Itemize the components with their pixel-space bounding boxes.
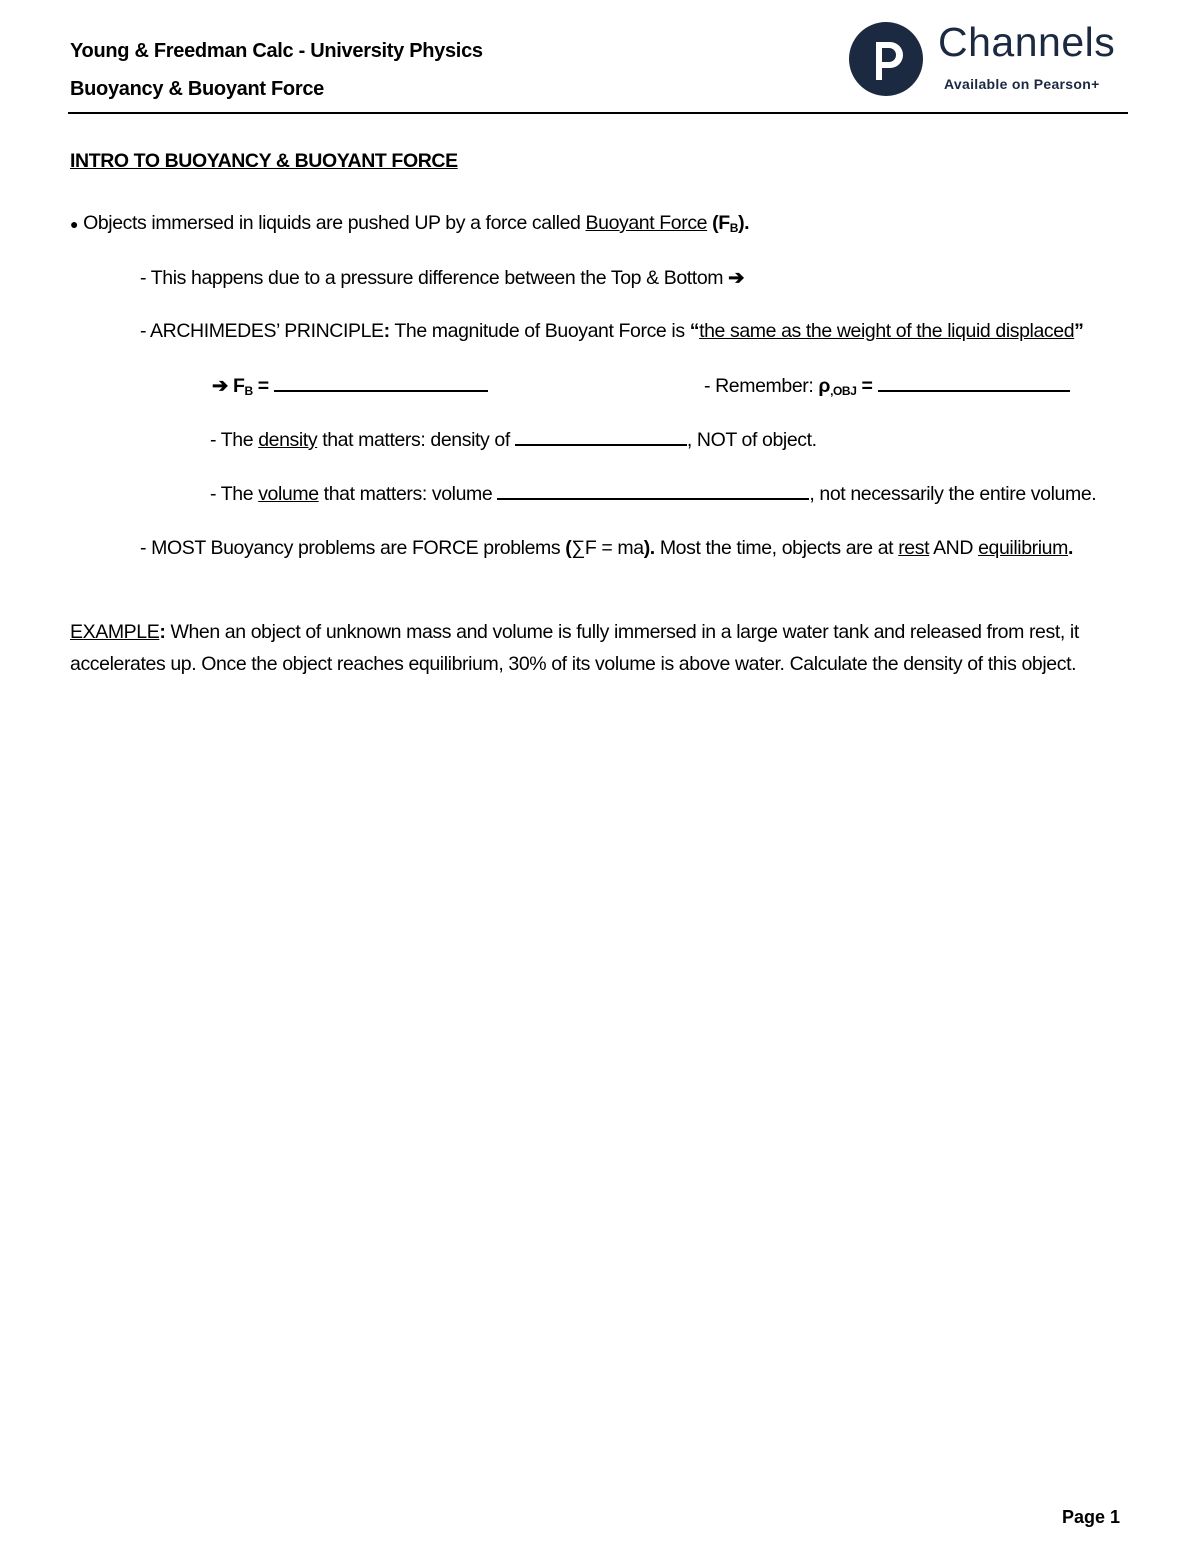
item4-pre: - The <box>210 429 259 451</box>
rho-sub: ,OBJ <box>830 384 857 398</box>
fb-label: F <box>232 375 245 397</box>
bullet-text: Objects immersed in liquids are pushed UP by a force called <box>83 212 581 234</box>
density-line <box>210 428 817 452</box>
item6-mid: Most the time, objects are at <box>654 537 899 559</box>
force-problems-line <box>140 537 1073 560</box>
item6-pre: - MOST Buoyancy problems are FORCE problems <box>140 537 566 559</box>
right-arrow-icon: ➔ <box>728 267 745 289</box>
item5-mid: that matters: volume <box>318 483 498 505</box>
item4-mid: that matters: density of <box>317 429 515 451</box>
item1-text: - This happens due to a pressure difference between the Top & Bottom <box>140 267 724 289</box>
header-topic-title: Buoyancy & Buoyant Force <box>70 78 324 100</box>
remember-density-line <box>704 374 1070 398</box>
item2-quote-close: ” <box>1074 320 1084 342</box>
bullet-paren-open: (F <box>712 212 730 234</box>
bullet-symbol: ● <box>70 216 79 232</box>
logo-wordmark: Channels <box>938 19 1116 65</box>
item2-quote-open: “ <box>689 320 700 342</box>
density-blank <box>515 428 687 446</box>
item6-sigma: ∑F = ma <box>571 537 644 559</box>
item4-term: density <box>258 429 318 451</box>
item5-post: , not necessarily the entire volume. <box>809 483 1097 505</box>
channels-logo <box>848 20 1128 100</box>
bullet-paren-close: ). <box>738 212 750 234</box>
item2-quote: the same as the weight of the liquid displaced <box>699 320 1075 342</box>
example-text: When an object of unknown mass and volume is fully immersed in a large water tank and released from rest, it accelerates up. Once the object reaches equilibrium, 30% of its volume is above water. Calculate the density of this object. <box>70 621 1079 675</box>
item6-term-equilibrium: equilibrium <box>978 537 1068 559</box>
item2-colon: : <box>383 320 390 342</box>
right-arrow-icon: ➔ <box>212 375 228 397</box>
bullet-paren-sub: B <box>729 221 739 235</box>
bullet-term: Buoyant Force <box>585 212 708 234</box>
rho-symbol: ρ <box>818 375 831 397</box>
archimedes-line <box>140 320 1084 343</box>
buoyant-force-formula-line <box>212 374 488 398</box>
item2-text: The magnitude of Buoyant Force is <box>389 320 690 342</box>
example-paragraph <box>70 616 1130 680</box>
header-course-title: Young & Freedman Calc - University Physics <box>70 40 483 62</box>
rho-equals: = <box>856 375 878 397</box>
fb-blank <box>274 374 488 392</box>
item5-pre: - The <box>210 483 259 505</box>
volume-blank <box>497 482 809 500</box>
remember-label: - Remember: <box>704 375 819 397</box>
fb-equals: = <box>252 375 274 397</box>
pressure-difference-line <box>140 266 744 290</box>
item5-term: volume <box>258 483 319 505</box>
bullet-line <box>70 212 749 235</box>
rho-blank <box>878 374 1070 392</box>
item6-and: AND <box>929 537 979 559</box>
item6-term-rest: rest <box>898 537 930 559</box>
volume-line <box>210 482 1096 506</box>
item4-post: , NOT of object. <box>686 429 817 451</box>
pearson-p-icon <box>848 20 924 98</box>
item2-lead: - ARCHIMEDES’ PRINCIPLE <box>140 320 384 342</box>
header-divider <box>68 112 1128 114</box>
page-number: Page 1 <box>1062 1507 1121 1527</box>
example-colon: : <box>159 621 166 643</box>
item6-paren-open: ( <box>565 537 572 559</box>
logo-subtitle: Available on Pearson+ <box>944 76 1100 92</box>
section-title: INTRO TO BUOYANCY & BUOYANT FORCE <box>70 150 458 172</box>
example-label: EXAMPLE <box>70 621 160 643</box>
item6-end: . <box>1067 537 1073 559</box>
fb-label-sub: B <box>244 384 253 398</box>
item6-paren-close: ). <box>643 537 655 559</box>
